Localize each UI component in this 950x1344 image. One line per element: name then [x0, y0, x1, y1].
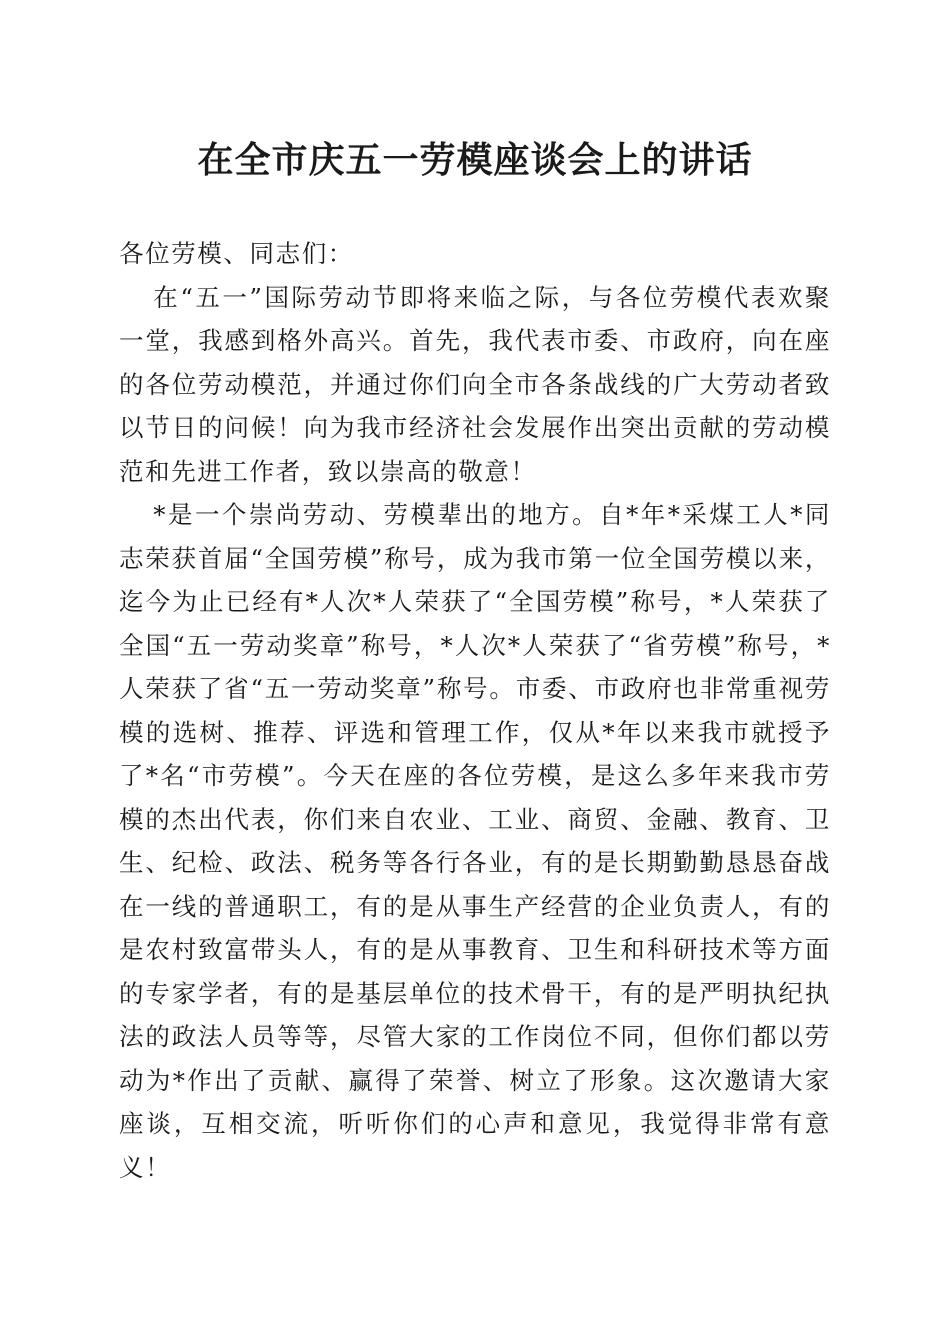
paragraph-labor-models: *是一个崇尚劳动、劳模辈出的地方。自*年*采煤工人*同志荣获首届“全国劳模”称号，成为我市第一位全国劳模以来，迄今为止已经有*人次*人荣获了“全国劳模”称号，*人荣获了全国“五一劳动奖章”称号，*人次*人荣获了“省劳模”称号，*人荣获了省“五一劳动奖章”称号。市委、市政府也非常重视劳模的选树、推荐、评选和管理工作，仅从*年以来我市就授予了*名“市劳模”。今天在座的各位劳模，是这么多年来我市劳模的杰出代表，你们来自农业、工业、商贸、金融、教育、卫生、纪检、政法、税务等各行各业，有的是长期勤勤恳恳奋战在一线的普通职工，有的是从事生产经营的企业负责人，有的是农村致富带头人，有的是从事教育、卫生和科研技术等方面的专家学者，有的是基层单位的技术骨干，有的是严明执纪执法的政法人员等等，尽管大家的工作岗位不同，但你们都以劳动为*作出了贡献、赢得了荣誉、树立了形象。这次邀请大家座谈，互相交流，听听你们的心声和意见，我觉得非常有意义！ [119, 500, 831, 1182]
document-title: 在全市庆五一劳模座谈会上的讲话 [197, 139, 753, 181]
salutation: 各位劳模、同志们： [119, 239, 354, 268]
document-body [119, 232, 831, 1189]
paragraph-opening: 在“五一”国际劳动节即将来临之际，与各位劳模代表欢聚一堂，我感到格外高兴。首先，我代表市委、市政府，向在座的各位劳动模范，并通过你们向全市各条战线的广大劳动者致以节日的问候！向为我市经济社会发展作出突出贡献的劳动模范和先进工作者，致以崇高的敬意！ [119, 282, 831, 486]
